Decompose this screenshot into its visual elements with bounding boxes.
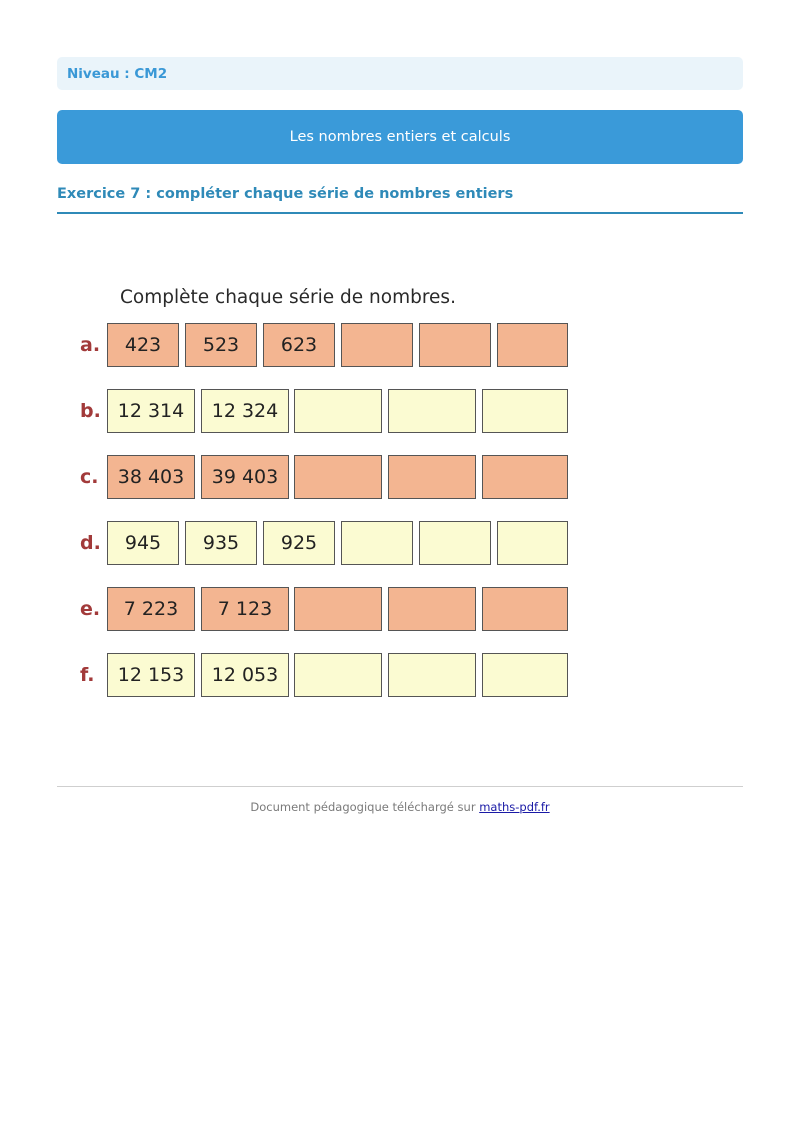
series-number: 623 xyxy=(263,323,335,367)
series-number: 12 324 xyxy=(201,389,289,433)
series-label: c. xyxy=(80,466,99,488)
footer xyxy=(57,800,743,814)
series-row xyxy=(0,389,800,433)
series-row xyxy=(0,587,800,631)
series-label: d. xyxy=(80,532,101,554)
footer-text: Document pédagogique téléchargé sur xyxy=(250,800,480,814)
series-number: 423 xyxy=(107,323,179,367)
exercise-title: Exercice 7 : compléter chaque série de nombres entiers xyxy=(57,186,743,214)
series-label: b. xyxy=(80,400,101,422)
series-number: 945 xyxy=(107,521,179,565)
answer-box[interactable] xyxy=(294,653,382,697)
series-row xyxy=(0,653,800,697)
series-row xyxy=(0,521,800,565)
series-label: a. xyxy=(80,334,101,356)
answer-box[interactable] xyxy=(294,455,382,499)
answer-box[interactable] xyxy=(341,323,413,367)
series-label: e. xyxy=(80,598,101,620)
answer-box[interactable] xyxy=(497,521,568,565)
level-label: Niveau : CM2 xyxy=(67,66,168,82)
series-row xyxy=(0,455,800,499)
series-number: 7 223 xyxy=(107,587,195,631)
answer-box[interactable] xyxy=(294,587,382,631)
series-number: 12 053 xyxy=(201,653,289,697)
answer-box[interactable] xyxy=(388,653,476,697)
topic-title: Les nombres entiers et calculs xyxy=(289,129,511,145)
series-number: 523 xyxy=(185,323,257,367)
series-row xyxy=(0,323,800,367)
answer-box[interactable] xyxy=(482,653,568,697)
answer-box[interactable] xyxy=(482,587,568,631)
series-number: 38 403 xyxy=(107,455,195,499)
answer-box[interactable] xyxy=(388,455,476,499)
answer-box[interactable] xyxy=(388,587,476,631)
answer-box[interactable] xyxy=(419,323,491,367)
level-banner xyxy=(57,57,743,90)
series-number: 12 153 xyxy=(107,653,195,697)
topic-banner xyxy=(57,110,743,164)
answer-box[interactable] xyxy=(341,521,413,565)
footer-link[interactable]: maths-pdf.fr xyxy=(479,800,550,814)
answer-box[interactable] xyxy=(482,389,568,433)
answer-box[interactable] xyxy=(419,521,491,565)
series-label: f. xyxy=(80,664,95,686)
answer-box[interactable] xyxy=(388,389,476,433)
series-number: 935 xyxy=(185,521,257,565)
series-number: 7 123 xyxy=(201,587,289,631)
answer-box[interactable] xyxy=(497,323,568,367)
answer-box[interactable] xyxy=(294,389,382,433)
series-number: 39 403 xyxy=(201,455,289,499)
instruction-text: Complète chaque série de nombres. xyxy=(120,287,456,308)
answer-box[interactable] xyxy=(482,455,568,499)
series-number: 925 xyxy=(263,521,335,565)
series-number: 12 314 xyxy=(107,389,195,433)
footer-divider xyxy=(57,786,743,787)
